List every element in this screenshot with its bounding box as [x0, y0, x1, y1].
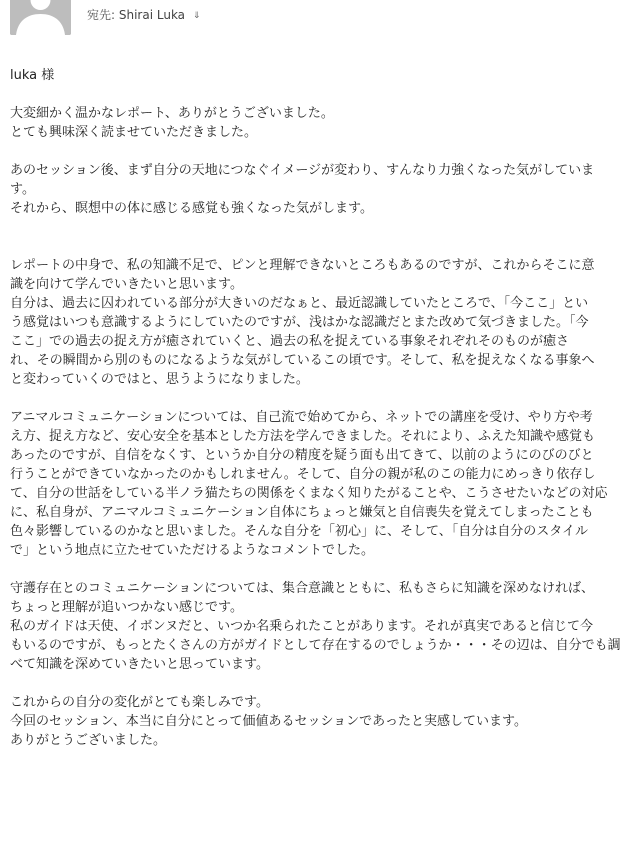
message-line: 識を向けて学んでいきたいと思います。 — [10, 277, 243, 292]
message-line: レポートの中身で、私の知識不足で、ピンと理解できないところもあるのですが、これからそこに意 — [10, 258, 595, 273]
message-line: 行うことができていなかったのかもしれません。そして、自分の親が私のこの能力にめっきり依存し — [10, 467, 596, 482]
message-line: もいるのですが、もっとたくさんの方がガイドとして存在するのでしょうか・・・その辺は、自分でも調 — [10, 638, 621, 653]
message-lines — [10, 104, 622, 750]
greeting: luka 様 — [10, 68, 55, 83]
to-label: 宛先: — [87, 8, 116, 22]
message-line: アニマルコミュニケーションについては、自己流で始めてから、ネットでの講座を受け、やり方や考 — [10, 410, 593, 425]
message-line: て、自分の世話をしている半ノラ猫たちの関係をくまなく知りたがることや、こうさせたいなどの対応 — [10, 486, 608, 501]
recipient-line — [87, 7, 200, 24]
message-line: これからの自分の変化がとても楽しみです。 — [10, 695, 269, 710]
blank-line — [10, 218, 622, 237]
message-line: あったのですが、自信をなくす、というか自分の精度を疑う面も出てきて、以前のようにのびのびと — [10, 448, 594, 463]
message-line: あのセッション後、まず自分の天地につなぐイメージが変わり、すんなり力強くなった気がしていま — [10, 163, 595, 178]
message-line: す。 — [10, 182, 35, 197]
message-line: で」という地点に立たせていただけるようなコメントでした。 — [10, 543, 375, 558]
blank-line — [10, 389, 622, 408]
message-line: に、私自身が、アニマルコミュニケーション自体にちょっと嫌気と自信喪失を覚えてしまったことも — [10, 505, 594, 520]
message-line: とても興味深く読ませていただきました。 — [10, 125, 258, 140]
message-line: べて知識を深めていきたいと思っています。 — [10, 657, 269, 672]
message-line: ありがとうございました。 — [10, 733, 167, 748]
recipient-name[interactable]: Shirai Luka — [118, 8, 186, 22]
message-line: 守護存在とのコミュニケーションについては、集合意識とともに、私もさらに知識を深めなければ、 — [10, 581, 594, 596]
default-user-avatar-icon — [10, 0, 71, 35]
message-line: ちょっと理解が追いつかない感じです。 — [10, 600, 243, 615]
message-body — [10, 66, 622, 750]
avatar-silhouette-icon — [10, 0, 71, 35]
message-line: それから、瞑想中の体に感じる感覚も強くなった気がします。 — [10, 201, 373, 216]
message-line: 私のガイドは天使、イボンヌだと、いつか名乗られたことがあります。それが真実であると信じて今 — [10, 619, 594, 634]
blank-line — [10, 142, 622, 161]
spacer — [10, 85, 622, 104]
blank-line — [10, 237, 622, 256]
message-line: 色々影響しているのかなと思いました。そんな自分を「初心」に、そして、「自分は自分のスタイル — [10, 524, 588, 539]
message-line: 大変細かく温かなレポート、ありがとうございました。 — [10, 106, 334, 121]
message-line: 自分は、過去に囚われている部分が大きいのだなぁと、最近認識していたところで、「今ここ」とい — [10, 296, 589, 311]
message-line: 今回のセッション、本当に自分にとって価値あるセッションであったと実感しています。 — [10, 714, 528, 729]
message-line: と変わっていくのではと、思うようになりました。 — [10, 372, 309, 387]
blank-line — [10, 674, 622, 693]
message-line: う感覚はいつも意識するようにしていたのですが、浅はかな認識だとまた改めて気づきました。「今 — [10, 315, 589, 330]
double-chevron-down-icon[interactable]: ⇓ — [192, 11, 201, 21]
message-line: れ、その瞬間から別のものになるような気がしているこの頃です。そして、私を捉えなくなる事象へ — [10, 353, 595, 368]
message-line: え方、捉え方など、安心安全を基本とした方法を学んできました。それにより、ふえた知識や感覚も — [10, 429, 596, 444]
message-line: ここ」での過去の捉え方が癒されていくと、過去の私を捉えている事象それぞれそのものが癒さ — [10, 334, 570, 349]
blank-line — [10, 560, 622, 579]
message-header — [0, 0, 637, 40]
